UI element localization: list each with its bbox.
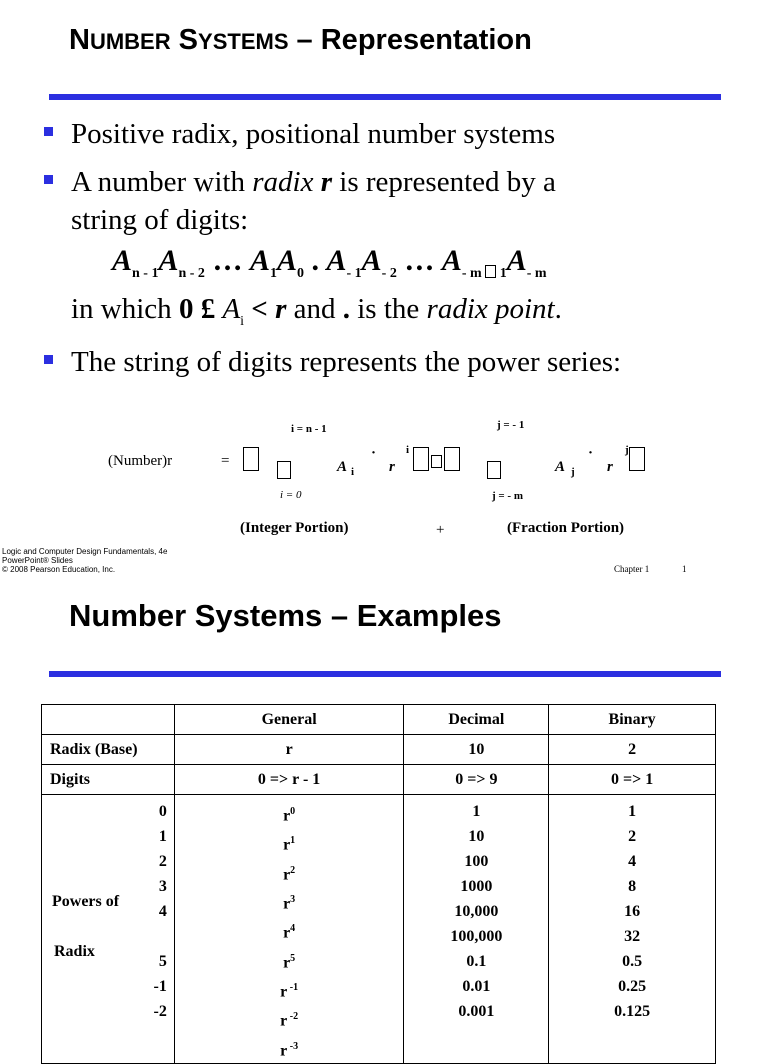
power-row-value: 2 (158, 853, 167, 870)
radix-point-sentence: in which 0 £ $A_i < r$ and . is the radix point. (71, 293, 562, 329)
title-representation: – Representation (288, 24, 532, 56)
slide1-title (69, 24, 532, 57)
sum2-lower-limit: j = - m (492, 490, 524, 502)
table-cell: Digits (42, 765, 175, 795)
power-row-value: 8 (628, 878, 637, 895)
table-cell: r (174, 735, 404, 765)
power-row-value: 0.01 (462, 978, 491, 995)
table-header-cell: General (174, 705, 404, 735)
mult-dot: · (588, 445, 594, 461)
exponent-list (153, 799, 166, 1024)
bullet-1: Positive radix, positional number systems (71, 118, 556, 150)
power-row-value: 2 (628, 828, 637, 845)
table-header-cell: Decimal (404, 705, 549, 735)
power-row-value: r $^{-1}$ (280, 981, 299, 1001)
table-cell: 0 => 1 (549, 765, 716, 795)
table-cell: Radix (Base) (42, 735, 175, 765)
power-row-value: $r^5$ (283, 952, 296, 971)
table-row-powers (42, 795, 716, 1064)
binary-powers (549, 795, 716, 1064)
power-row-value: 0.001 (458, 1003, 495, 1020)
powers-of-label: Powers of (52, 893, 120, 910)
power-row-value: $r^2$ (283, 864, 296, 883)
power-row-value: 3 (158, 878, 167, 895)
term-r-exp-j: j (625, 444, 629, 456)
power-row-value: $r^4$ (283, 923, 296, 942)
power-row-value: r $^{-3}$ (280, 1040, 299, 1059)
power-row-value: 100,000 (450, 928, 503, 945)
title-rule (49, 94, 721, 100)
table-cell: 0 => r - 1 (174, 765, 404, 795)
digit-string-formula: $A_{n - 1}A_{n - 2}$ … $A_1A_0$ . $A_{- 1}A_{- 2}$ … $A_{- m 1}A_{- m}$ (112, 244, 547, 281)
power-row-value: 4 (158, 903, 167, 920)
powers-label-cell (42, 795, 175, 1064)
mult-dot: · (371, 445, 377, 461)
table-row-digits (42, 765, 716, 795)
decimal-powers (404, 795, 549, 1064)
term-r-exp-i: i (406, 444, 410, 456)
bullet-marker (44, 127, 53, 136)
term-a-sub-i: i (351, 466, 355, 478)
examples-table (41, 704, 716, 1064)
table-cell: 0 => 9 (404, 765, 549, 795)
general-powers (174, 795, 404, 1064)
table-cell: 10 (404, 735, 549, 765)
table-header-cell (42, 705, 175, 735)
power-row-value: 16 (624, 903, 641, 920)
power-row-value: -2 (153, 1003, 167, 1020)
bullet-3: The string of digits represents the power series: (71, 346, 622, 378)
equation-equals: = (221, 453, 230, 469)
table-row-radix (42, 735, 716, 765)
term-a: A (337, 459, 348, 475)
power-row-value: 0.5 (622, 953, 643, 970)
power-row-value: 0.125 (614, 1003, 651, 1020)
page-number: 1 (682, 564, 687, 574)
power-row-value: 10 (468, 828, 485, 845)
slide1-footer: Logic and Computer Design Fundamentals, 4e PowerPoint® Slides © 2008 Pearson Education, Inc. (2, 547, 168, 574)
power-row-value: 32 (624, 928, 641, 945)
chapter-label: Chapter 1 (614, 564, 650, 574)
table-header-row (42, 705, 716, 735)
power-row-value: 0.1 (466, 953, 487, 970)
fraction-portion-label: (Fraction Portion) (507, 520, 625, 536)
power-row-value: $r^3$ (283, 893, 296, 913)
power-row-value: $r^1$ (283, 835, 296, 854)
power-row-value: $r^0$ (283, 806, 296, 825)
bullet-marker (44, 355, 53, 364)
title-number-systems: NUMBER SYSTEMS (69, 24, 289, 56)
power-row-value: 5 (158, 953, 167, 970)
equation-lhs: (Number)r (108, 453, 173, 469)
bullet-2: A number with radix r is represented by a (71, 166, 556, 198)
integer-portion-label: (Integer Portion) (240, 520, 349, 536)
plus-sign: + (436, 522, 445, 538)
title-rule (49, 671, 721, 677)
power-row-value: 10,000 (454, 903, 499, 920)
sum2-upper-limit: j = - 1 (497, 419, 525, 431)
power-row-value: 1 (472, 803, 481, 820)
sum1-lower-limit: i = 0 (280, 489, 302, 501)
slide2-title: Number Systems – Examples (69, 598, 502, 633)
power-row-value (153, 924, 166, 949)
term-r-j: r (607, 459, 613, 475)
bullet-marker (44, 175, 53, 184)
power-row-value: 0 (158, 803, 167, 820)
table-cell: 2 (549, 735, 716, 765)
term-a-j: A (555, 459, 566, 475)
radix-label: Radix (54, 943, 95, 960)
power-row-value: 100 (464, 853, 489, 870)
power-row-value: 0.25 (618, 978, 647, 995)
power-row-value: 1 (628, 803, 637, 820)
bullet-2-line2: string of digits: (71, 204, 249, 236)
power-row-value: 1000 (460, 878, 493, 895)
table-header-cell: Binary (549, 705, 716, 735)
power-row-value: r $^{-2}$ (280, 1011, 299, 1030)
term-a-sub-j: j (571, 466, 575, 478)
power-row-value: -1 (153, 978, 167, 995)
term-r: r (389, 459, 395, 475)
sum1-upper-limit: i = n - 1 (291, 423, 327, 435)
power-row-value: 4 (628, 853, 637, 870)
power-row-value: 1 (158, 828, 167, 845)
